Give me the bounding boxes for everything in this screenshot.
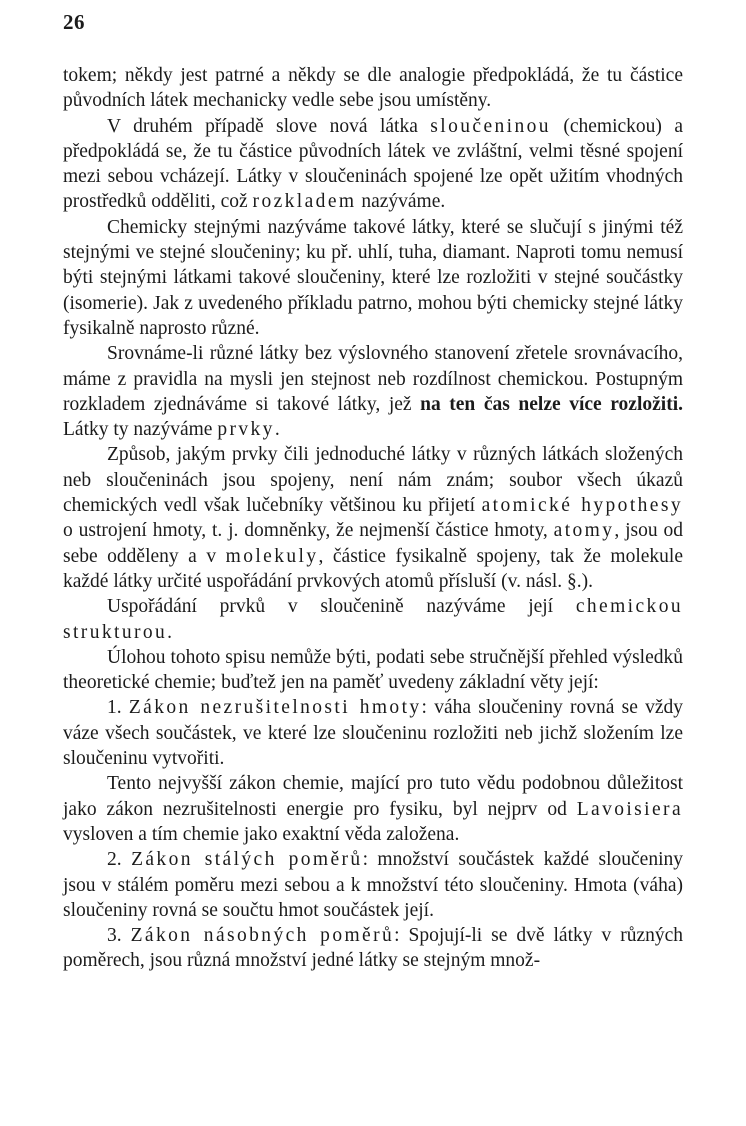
paragraph-purpose — [63, 645, 683, 696]
bold-phrase: na ten čas nelze více rozložiti. — [420, 393, 683, 415]
text-run: Úlohou tohoto spisu nemůže býti, podati sebe stručnější přehled výsledků theoretické chemie; buďtež jen na paměť uvedeny základní věty její: — [63, 646, 683, 694]
paragraph-law-3 — [63, 923, 683, 974]
emphasis-term: sloučeninou — [430, 115, 551, 137]
text-run: : množství součástek každé sloučeniny jsou v stálém poměru mezi sebou a k množství této sloučeniny. Hmota (váha) sloučeniny rovná se součtu hmot součástek její. — [63, 849, 683, 921]
text-run: vysloven a tím chemie jako exaktní věda založena. — [63, 823, 460, 845]
emphasis-term: rozkladem — [252, 191, 357, 213]
page-number: 26 — [63, 10, 85, 34]
paragraph-elements — [63, 341, 683, 442]
emphasis-term: chemickou strukturou — [63, 596, 683, 643]
text-run: Uspořádání prvků v sloučenině nazýváme její — [107, 596, 576, 618]
text-run: 2. — [107, 849, 132, 871]
text-run: Látky ty nazýváme — [63, 419, 218, 441]
paragraph-law-2 — [63, 847, 683, 923]
body-text — [63, 63, 683, 974]
text-run: V druhém případě slove nová látka — [107, 115, 431, 137]
paragraph-chemical-structure — [63, 594, 683, 645]
text-run: o ustrojení hmoty, t. j. domněnky, že nejmenší částice hmoty, — [63, 520, 554, 542]
text-run: 3. — [107, 925, 131, 947]
emphasis-term: molekuly — [225, 545, 319, 567]
text-run: Tento nejvyšší zákon chemie, mající pro tuto vědu podobnou důležitost jako zákon nezrušitelnosti energie pro fysiku, byl nejprv od — [63, 773, 683, 820]
text-run: Srovnáme-li různé látky bez výslovného stanovení zřetele srovnávacího, máme z pravidla na mysli jen stejnost neb rozdílnost chemickou. Postupným rozkladem zjednáváme si takové látky, jež — [63, 343, 683, 415]
text-run: nazýváme. — [356, 191, 446, 213]
emphasis-term: prvky — [217, 419, 275, 441]
paragraph-chemically-identical — [63, 215, 683, 341]
text-run: : Spojují-li se dvě látky v různých poměrech, jsou různá množství jedné látky se stejným množ- — [63, 925, 684, 972]
text-run: 1. — [107, 697, 129, 719]
text-run: : váha sloučeniny rovná se vždy váze všech součástek, ve které lze sloučeninu rozložiti neb jichž složením lze sloučeninu vytvořiti. — [63, 697, 684, 770]
text-run: Způsob, jakým prvky čili jednoduché látky v různých látkách složených neb sloučeninách jsou spojeny, není nám znám; soubor všech úkazů chemických vedl však lučebníky většinou ku přijetí — [63, 444, 683, 517]
paragraph-continuation — [63, 63, 683, 114]
text-run: , částice fysikalně spojeny, tak že molekule každé látky určité uspořádání prvkových atomů přísluší (v. násl. §.). — [63, 545, 683, 592]
text-run: . — [167, 621, 173, 643]
text-run: (chemickou) a předpokládá se, že tu částice původních látek ve zvláštní, velmi těsné spojení mezi sebou vcházejí. Látky v sloučeninách spojené lze opět užitím vhodných prostředků odděliti, což — [63, 115, 683, 213]
text-run: Chemicky stejnými nazýváme takové látky, které se slučují s jinými též stejnými ve stejné sloučeniny; ku př. uhlí, tuha, diamant. Naproti tomu nemusí býti stejnými látkami takové sloučeniny, které lze rozložiti v stejné součástky (isomerie). Jak z uvedeného příkladu patrno, mohou býti chemicky stejné látky fysikalně naprosto různé. — [63, 216, 683, 339]
emphasis-term: Lavoisiera — [576, 798, 683, 820]
text-run: tokem; někdy jest patrné a někdy se dle analogie předpokládá, že tu částice původních látek mechanicky vedle sebe jsou umístěny. — [63, 65, 683, 112]
paragraph-compound-definition — [63, 114, 683, 215]
text-run: . — [274, 419, 280, 441]
emphasis-term: atomy — [553, 520, 615, 542]
emphasis-term: Zákon stálých poměrů — [131, 849, 363, 871]
paragraph-lavoisier — [63, 771, 683, 847]
emphasis-term: atomické hypothesy — [481, 495, 683, 517]
paragraph-law-1 — [63, 695, 683, 771]
emphasis-term: Zákon nezrušitelnosti hmoty — [128, 697, 422, 719]
text-run: , jsou od sebe odděleny a v — [63, 520, 683, 567]
emphasis-term: Zákon násobných poměrů — [130, 925, 395, 947]
paragraph-atomic-hypothesis — [63, 442, 683, 594]
